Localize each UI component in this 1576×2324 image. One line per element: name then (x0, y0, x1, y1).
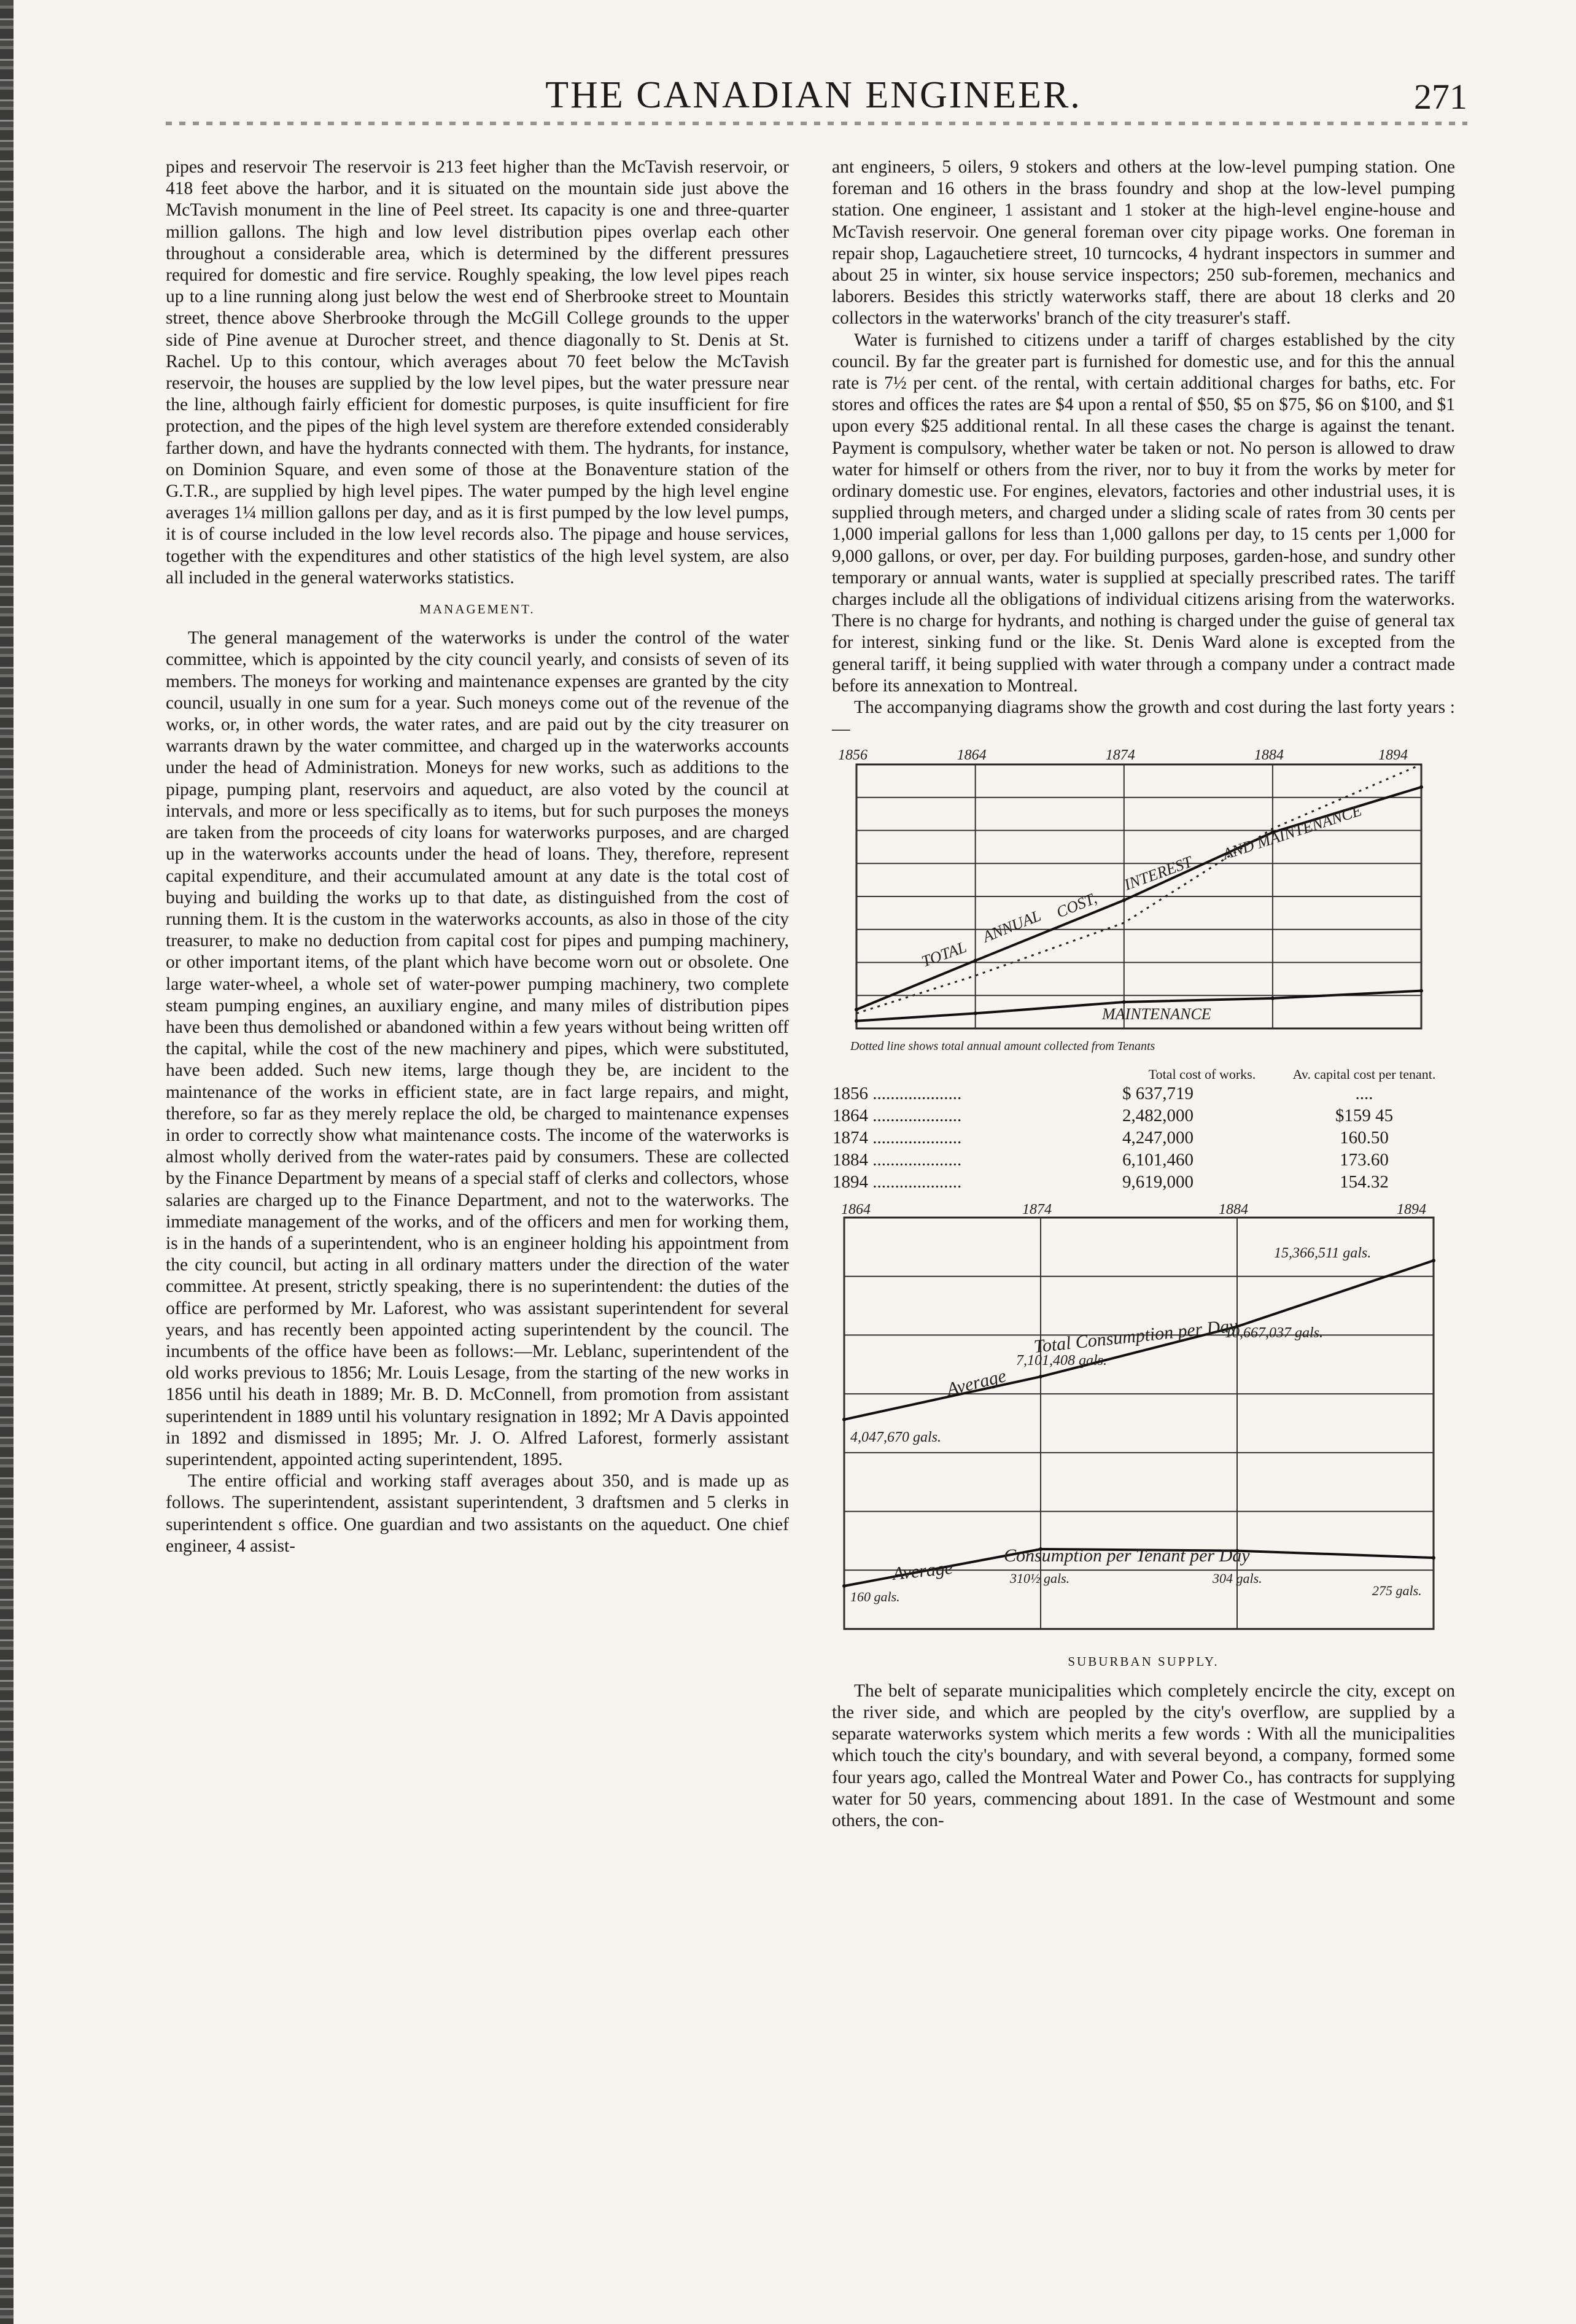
leader-dots: .................... (868, 1128, 962, 1148)
data-point (974, 1012, 977, 1016)
label-value-1884: 10,667,037 gals. (1225, 1325, 1324, 1342)
row-total-cost: 4,247,000 (1122, 1128, 1194, 1148)
cost-table (832, 1067, 1446, 1193)
row-year: 1884 .................... (833, 1150, 962, 1170)
data-point (1039, 1375, 1042, 1379)
row-total-cost: $ 637,719 (1122, 1084, 1194, 1104)
label-annual: ANNUAL (980, 906, 1044, 947)
label-interest: INTEREST (1122, 853, 1195, 895)
x-tick-label: 1864 (957, 747, 987, 764)
label-total-consumption: Total Consumption per Day (1033, 1315, 1239, 1358)
leader-dots: .................... (868, 1172, 962, 1192)
label-tenant-1864: 160 gals. (850, 1589, 900, 1605)
label-consumption-per-tenant: Consumption per Tenant per Day (1004, 1545, 1250, 1566)
row-total-cost: 9,619,000 (1122, 1172, 1194, 1192)
consumption-chart-svg (832, 1199, 1446, 1641)
row-total-cost: 2,482,000 (1122, 1106, 1194, 1126)
data-point (855, 1019, 858, 1023)
table-row (832, 1127, 1446, 1149)
x-tick-label: 1864 (841, 1202, 871, 1218)
data-point (842, 1418, 846, 1421)
data-point (974, 959, 977, 963)
left-paragraph-1: pipes and reservoir The reservoir is 213 feet higher than the McTavish reservoir, or 418 feet above the harbor, and it is situated on the mountain side just above the McTavish monument in the line of Peel street. Its capacity is one and three-quarter million gallons. The high and low level distribution pipes overlap each other throughout a considerable area, which is determined by the different pressures required for domestic and fire service. Roughly speaking, the low level pipes reach up to a line running along just below the west end of Sherbrooke street to Mountain street, thence above Sherbrooke through the McGill College grounds to the upper side of Pine avenue at Durocher street, and thence diagonally to St. Denis at St. Rachel. Up to this contour, which averages about 70 feet below the McTavish reservoir, the houses are supplied by the low level pipes, but the water pressure near the line, although fairly efficient for domestic purposes, is quite insufficient for fire protection, and the pipes of the high level system are therefore extended considerably farther down, and have the hydrants connected with them. The hydrants, for instance, on Dominion Square, and even some of those at the Bonaventure station of the G.T.R., are supplied by high level pipes. The water pumped by the high level engine averages 1¼ million gallons per day, and as it is first pumped by the low level pumps, it is of course included in the low level records also. The pipage and house services, together with the expenditures and other statistics of the high level system, are also all included in the general waterworks statistics. (166, 157, 789, 588)
label-and-maintenance: AND MAINTENANCE (1220, 801, 1364, 864)
management-heading: MANAGEMENT. (419, 602, 535, 617)
row-year: 1864 .................... (833, 1106, 962, 1126)
data-point (1122, 1000, 1126, 1004)
table-row (832, 1105, 1446, 1127)
x-tick-label: 1884 (1254, 747, 1284, 764)
left-paragraph-2: The general management of the waterworks is under the control of the water committee, which is appointed by the city council yearly, and consists of seven of its members. The moneys for working and maintenance expenses are granted by the city council, usually in one sum for a year. Such moneys come out of the revenue of the works, or, in other words, the water rates, and are paid out by the city treasurer on warrants drawn by the water committee, and charged up in the waterworks accounts under the head of Administration. Moneys for new works, such as additions to the pipage, pumping plant, reservoirs and aqueduct, are also voted by the council at intervals, and more or less specifically as to items, but for such purposes the moneys are taken from the proceeds of city loans for waterworks purposes, and are charged up in the waterworks accounts under the head of loans. They, therefore, represent capital expenditure, and their accumulated amount at any date is the total cost of buying and building the works up to that date, as distinguished from the cost of running them. It is the custom in the waterworks accounts, as also in those of the city treasurer, to make no deduction from capital cost for pipes and pumping machinery, or other important items, of the plant which have become worn out or obsolete. One large water-wheel, a whole set of water-power pumping machinery, two complete steam pumping engines, an auxiliary engine, and many miles of distribution pipes have been thus demolished or abandoned within a few years without being written off the capital, while the cost of the new machinery and pipes, which were substituted, have been added. Such new items, large though they be, are incident to the maintenance of the works in efficient state, are in fact large repairs, and might, therefore, so far as they merely replace the old, be charged to maintenance expenses in order to correctly show what maintenance costs. The income of the waterworks is almost wholly derived from the water-rates paid by consumers. These are collected by the Finance Department by means of a special staff of clerks and collectors, whose salaries are charged up to the Finance Department, and not to the waterworks. The immediate management of the works, and of the officers and men for working them, is in the hands of a superintendent, who is an engineer holding his appointment from the city council, but acting in all ordinary matters under the direction of the water committee. At present, strictly speaking, there is no superintendent: the duties of the office are performed by Mr. Laforest, who was assistant superintendent for several years, and has recently been appointed acting superintendent by the council. The incumbents of the office have been as follows:—Mr. Leblanc, superintendent of the old works previous to 1856; Mr. Louis Lesage, from the starting of the new works in 1856 until his death in 1889; Mr. B. D. McConnell, from promotion from assistant superintendent in 1889 until his voluntary resignation in 1892; Mr A Davis appointed in 1892 and dismissed in 1895; Mr. J. O. Alfred Laforest, formerly assistant superintendent, appointed acting superintendent, 1895. (166, 628, 789, 1469)
x-tick-label: 1894 (1378, 747, 1408, 764)
cost-chart-svg (832, 740, 1446, 1059)
label-tenant-1894: 275 gals. (1372, 1583, 1422, 1599)
cost-table-header (832, 1067, 1446, 1082)
row-year: 1856 .................... (833, 1084, 962, 1104)
col-per-tenant: Av. capital cost per tenant. (1292, 1067, 1436, 1082)
x-tick-label: 1856 (838, 747, 868, 764)
x-tick-label: 1894 (1397, 1202, 1426, 1218)
label-average-lower: Average (891, 1558, 954, 1585)
label-average-upper: Average (944, 1366, 1009, 1401)
leader-dots: .................... (868, 1150, 962, 1170)
right-paragraph-3: The accompanying diagrams show the growth and cost during the last forty years :— (832, 698, 1455, 739)
data-point (1271, 997, 1275, 1000)
row-per-tenant: .... (1355, 1084, 1373, 1104)
right-paragraph-1: ant engineers, 5 oilers, 9 stokers and others at the low-level pumping station. One foreman and 16 others in the brass foundry and shop at the low-level pumping station. One engineer, 1 assistant and 1 stoker at the high-level engine-house and McTavish reservoir. One general foreman over city pipage works. One foreman in repair shop, Lagauchetiere street, 10 turncocks, 4 hydrant inspectors in summer and about 25 in winter, six house service inspectors; 250 sub-foremen, mechanics and laborers. Besides this strictly waterworks staff, there are about 18 clerks and 20 collectors in the waterworks' branch of the city treasurer's staff. (832, 157, 1455, 328)
table-row (832, 1171, 1446, 1193)
page-header (160, 74, 1467, 123)
label-tenant-1884: 304 gals. (1213, 1571, 1262, 1587)
page-number: 271 (1414, 77, 1467, 117)
row-per-tenant: 160.50 (1340, 1128, 1389, 1148)
row-per-tenant: 173.60 (1340, 1150, 1389, 1170)
leader-dots: .................... (868, 1084, 962, 1104)
data-point (1432, 1259, 1435, 1262)
data-point (1122, 899, 1126, 903)
label-value-1894: 15,366,511 gals. (1274, 1245, 1372, 1262)
data-point (842, 1584, 846, 1588)
row-year: 1874 .................... (833, 1128, 962, 1148)
label-tenant-1874: 310½ gals. (1010, 1571, 1070, 1587)
leader-dots: .................... (868, 1106, 962, 1126)
data-point (855, 1008, 858, 1012)
journal-title: THE CANADIAN ENGINEER. (545, 74, 1082, 116)
row-per-tenant: $159 45 (1335, 1106, 1394, 1126)
table-row (832, 1082, 1446, 1105)
x-tick-label: 1874 (1105, 747, 1135, 764)
header-rule (166, 122, 1467, 125)
chart-footer-note: Dotted line shows total annual amount collected from Tenants (850, 1040, 1155, 1054)
data-point (1432, 1556, 1435, 1560)
label-value-1864: 4,047,670 gals. (850, 1429, 942, 1446)
suburban-heading: SUBURBAN SUPPLY. (1068, 1654, 1219, 1669)
label-value-1874: 7,101,408 gals. (1016, 1353, 1108, 1369)
label-maintenance: MAINTENANCE (1102, 1005, 1211, 1024)
left-paragraph-3: The entire official and working staff averages about 350, and is made up as follows. The superintendent, assistant superintendent, 3 draftsmen and 5 clerks in superintendent s office. One guardian and two assistants on the aqueduct. One chief engineer, 4 assist- (166, 1471, 789, 1556)
right-paragraph-2: Water is furnished to citizens under a tariff of charges established by the city council. By far the greater part is furnished for domestic use, and for this the annual rate is 7½ per cent. of the rental, with certain additional charges for baths, etc. For stores and offices the rates are $4 upon a rental of $50, $5 on $75, $6 on $100, and $1 upon every $25 additional rental. In all these cases the charge is against the tenant. Payment is compulsory, whether water be taken or not. No person is allowed to draw water for himself or others from the river, nor to buy it from the works by meter for ordinary domestic use. For engines, elevators, factories and other industrial uses, it is supplied through meters, and charged under a sliding scale of rates from 30 cents per 1,000 imperial gallons for less than 1,000 gallons per day, to 15 cents per 1,000 for 9,000 gallons, or over, per day. For building purposes, garden-hose, and sundry other temporary or annual wants, water is supplied at specially prescribed rates. The tariff charges include all the obligations of individual citizens arising from the waterworks. There is no charge for hydrants, and nothing is charged under the guise of general tax for interest, sinking fund or the like. St. Denis Ward alone is excepted from the general tariff, it being supplied with water through a company under a contract made before its annexation to Montreal. (832, 330, 1455, 696)
table-row (832, 1149, 1446, 1171)
x-tick-label: 1874 (1022, 1202, 1052, 1218)
left-column (166, 157, 789, 1557)
row-total-cost: 6,101,460 (1122, 1150, 1194, 1170)
col-total-cost: Total cost of works. (1148, 1067, 1256, 1082)
label-total: TOTAL (919, 938, 969, 971)
right-paragraph-4: The belt of separate municipalities which completely encircle the city, except on the river side, and which are peopled by the city's overflow, are supplied by a separate waterworks system which merits a few words : With all the municipalities which touch the city's boundary, and with several beyond, a company, formed some four years ago, called the Montreal Water and Power Co., has contracts for supplying water for 50 years, commencing about 1891. In the case of Westmount and some others, the con- (832, 1681, 1455, 1830)
consumption-chart (832, 1199, 1455, 1641)
x-tick-label: 1884 (1219, 1202, 1248, 1218)
row-year: 1894 .................... (833, 1172, 962, 1192)
data-point (1419, 785, 1423, 789)
right-column (832, 157, 1455, 1832)
label-cost: COST, (1054, 889, 1100, 922)
scan-binding-edge (0, 0, 14, 2324)
cost-chart (832, 740, 1455, 1059)
data-point (1419, 989, 1423, 993)
row-per-tenant: 154.32 (1340, 1172, 1389, 1192)
